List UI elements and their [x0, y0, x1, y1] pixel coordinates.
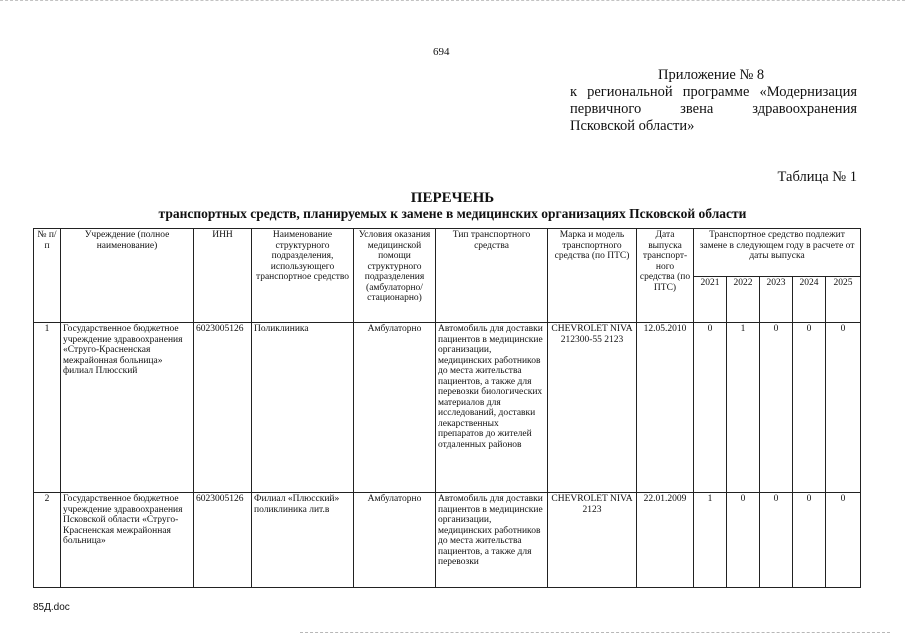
cell-year: 0	[760, 323, 793, 493]
cell-inn: 6023005126	[194, 323, 252, 493]
col-header-care: Условия оказания медицинской помощи структурного подразделения (амбулаторно/ стационарно)	[354, 229, 436, 323]
appendix-title: Приложение № 8	[658, 67, 765, 83]
col-header-org: Учреждение (полное наименование)	[61, 229, 194, 323]
col-header-year: 2024	[793, 277, 826, 323]
col-header-num: № п/п	[34, 229, 61, 323]
scan-edge-top	[0, 0, 905, 6]
appendix-line-4: Псковской области»	[570, 118, 695, 134]
cell-year: 0	[826, 493, 861, 588]
col-header-year: 2025	[826, 277, 861, 323]
table-number: Таблица № 1	[777, 169, 857, 185]
table-row	[34, 493, 861, 588]
file-name-footer: 85Д.doc	[33, 602, 70, 613]
col-header-type: Тип транспортного средства	[436, 229, 548, 323]
cell-year: 1	[727, 323, 760, 493]
vehicles-table	[33, 228, 861, 588]
cell-care: Амбулаторно	[354, 493, 436, 588]
header-row	[34, 229, 861, 277]
cell-unit: Филиал «Плюсский» поликлиника лит.в	[252, 493, 354, 588]
document-subtitle: транспортных средств, планируемых к замене в медицинских организациях Псковской области	[158, 206, 747, 221]
cell-num: 1	[34, 323, 61, 493]
col-header-year: 2022	[727, 277, 760, 323]
appendix-line-3: первичного звена здравоохранения	[570, 101, 857, 117]
col-header-year: 2023	[760, 277, 793, 323]
col-header-year: 2021	[694, 277, 727, 323]
document-title: ПЕРЕЧЕНЬ	[410, 190, 495, 206]
cell-year: 0	[826, 323, 861, 493]
cell-model: CHEVROLET NIVA 212300-55 2123	[548, 323, 637, 493]
scan-edge-bottom	[300, 632, 890, 634]
cell-date: 12.05.2010	[637, 323, 694, 493]
cell-model: CHEVROLET NIVA 2123	[548, 493, 637, 588]
page-number: 694	[433, 46, 450, 58]
cell-care: Амбулаторно	[354, 323, 436, 493]
cell-date: 22.01.2009	[637, 493, 694, 588]
appendix-line-2: к региональной программе «Модернизация	[570, 84, 857, 100]
appendix-header	[570, 67, 857, 135]
cell-unit: Поликлиника	[252, 323, 354, 493]
cell-num: 2	[34, 493, 61, 588]
cell-type: Автомобиль для доставки пациентов в медицинские организации, медицинских работников до места жительства пациентов, а также для перевозки биологических материалов для исследований, доставки лекарственных препаратов до жителей отдаленных районов	[436, 323, 548, 493]
cell-org: Государственное бюджетное учреждение здравоохранения Псковской области «Струго-Красненская межрайонная больница»	[61, 493, 194, 588]
cell-year: 0	[793, 493, 826, 588]
cell-year: 0	[694, 323, 727, 493]
cell-year: 0	[760, 493, 793, 588]
cell-org: Государственное бюджетное учреждение здравоохранения «Струго-Красненская межрайонная больница» филиал Плюсский	[61, 323, 194, 493]
col-header-model: Марка и модель транспортного средства (по ПТС)	[548, 229, 637, 323]
col-header-inn: ИНН	[194, 229, 252, 323]
col-header-replace: Транспортное средство подлежит замене в следующем году в расчете от даты выпуска	[694, 229, 861, 277]
cell-year: 1	[694, 493, 727, 588]
col-header-unit: Наименование структурного подразделения, использующего транспортное средство	[252, 229, 354, 323]
cell-year: 0	[793, 323, 826, 493]
cell-year: 0	[727, 493, 760, 588]
col-header-date: Дата выпуска транспорт-ного средства (по ПТС)	[637, 229, 694, 323]
cell-inn: 6023005126	[194, 493, 252, 588]
cell-type: Автомобиль для доставки пациентов в медицинские организации, медицинских работников до места жительства пациентов, а также для перевозки	[436, 493, 548, 588]
table-row	[34, 323, 861, 493]
